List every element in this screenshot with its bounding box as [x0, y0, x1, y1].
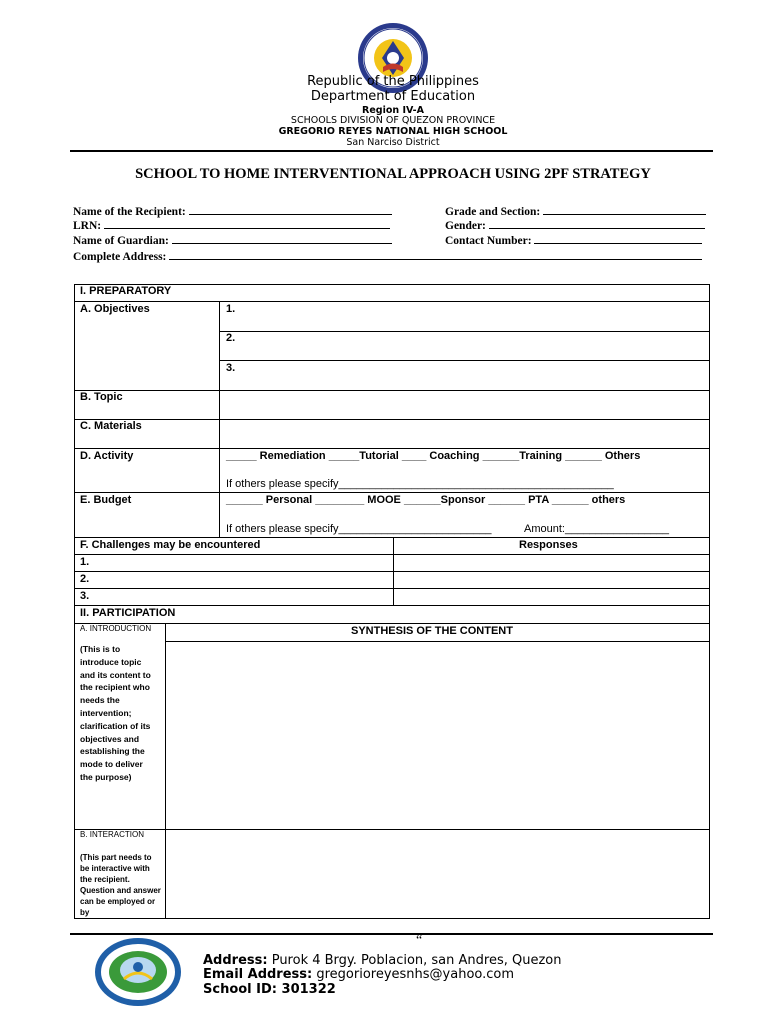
footer-quote-mark: “ [416, 933, 423, 948]
address-value: Purok 4 Brgy. Poblacion, san Andres, Quezon [267, 953, 562, 968]
materials-label: C. Materials [80, 420, 142, 432]
objectives-label: A. Objectives [80, 303, 150, 315]
header-department: Department of Education [310, 89, 476, 104]
footer-address [203, 953, 561, 968]
footer-email [203, 967, 514, 982]
topic-input[interactable] [220, 391, 709, 419]
school-logo [94, 937, 182, 1007]
budget-label: E. Budget [80, 494, 132, 506]
footer-school-id: School ID: 301322 [203, 982, 336, 997]
recipient-label: Name of the Recipient: [73, 206, 186, 218]
header-republic: Republic of the Philippines [307, 74, 479, 89]
objective-3[interactable]: 3. [226, 362, 236, 374]
gender-label: Gender: [445, 220, 486, 232]
budget-others[interactable]: If others please specify_________________________ [226, 523, 492, 535]
activity-options[interactable]: _____ Remediation _____Tutorial ____ Coaching ______Training ______ Others [226, 450, 641, 462]
address-label: Address: [203, 953, 268, 968]
email-value[interactable]: gregorioreyesnhs@yahoo.com [312, 967, 515, 982]
topic-label: B. Topic [80, 391, 123, 403]
header-district: San Narciso District [346, 137, 440, 148]
synthesis-interaction-input[interactable] [166, 830, 709, 918]
introduction-note: (This is to introduce topic and its content to the recipient who needs the intervention; clarification of its objectives and establishing the mode to deliver the purpose) [80, 644, 151, 782]
form-title: SCHOOL TO HOME INTERVENTIONAL APPROACH USING 2PF STRATEGY [135, 166, 651, 182]
synthesis-heading: SYNTHESIS OF THE CONTENT [351, 625, 513, 637]
budget-options[interactable]: ______ Personal ________ MOOE ______Sponsor ______ PTA ______ others [226, 494, 626, 506]
contact-label: Contact Number: [445, 235, 532, 247]
challenge-3[interactable]: 3. [80, 590, 90, 602]
challenge-1[interactable]: 1. [80, 556, 90, 568]
participation-heading: II. PARTICIPATION [80, 607, 176, 619]
header-division: SCHOOLS DIVISION OF QUEZON PROVINCE [290, 115, 496, 126]
lrn-label: LRN: [73, 220, 102, 232]
header-region: Region IV-A [362, 105, 424, 116]
materials-input[interactable] [220, 420, 709, 448]
grade-section-label: Grade and Section: [445, 206, 541, 218]
challenges-label: F. Challenges may be encountered [80, 539, 261, 551]
address-label: Complete Address: [73, 251, 167, 263]
budget-amount[interactable]: Amount:_________________ [524, 523, 669, 535]
challenge-2[interactable]: 2. [80, 573, 90, 585]
footer-divider [70, 933, 713, 935]
responses-label: Responses [519, 539, 578, 551]
interaction-label: B. INTERACTION [80, 830, 145, 839]
header-school: GREGORIO REYES NATIONAL HIGH SCHOOL [278, 126, 508, 137]
email-label: Email Address: [203, 967, 313, 982]
guardian-label: Name of Guardian: [73, 235, 169, 247]
interaction-note: (This part needs to be interactive with the recipient. Question and answer can be employed or by [80, 853, 161, 917]
preparatory-heading: I. PREPARATORY [80, 285, 172, 297]
objective-1[interactable]: 1. [226, 303, 236, 315]
introduction-label: A. INTRODUCTION [80, 624, 152, 633]
synthesis-intro-input[interactable] [166, 642, 709, 829]
activity-others[interactable]: If others please specify_____________________________________________ [226, 478, 614, 490]
activity-label: D. Activity [80, 450, 134, 462]
objective-2[interactable]: 2. [226, 332, 236, 344]
